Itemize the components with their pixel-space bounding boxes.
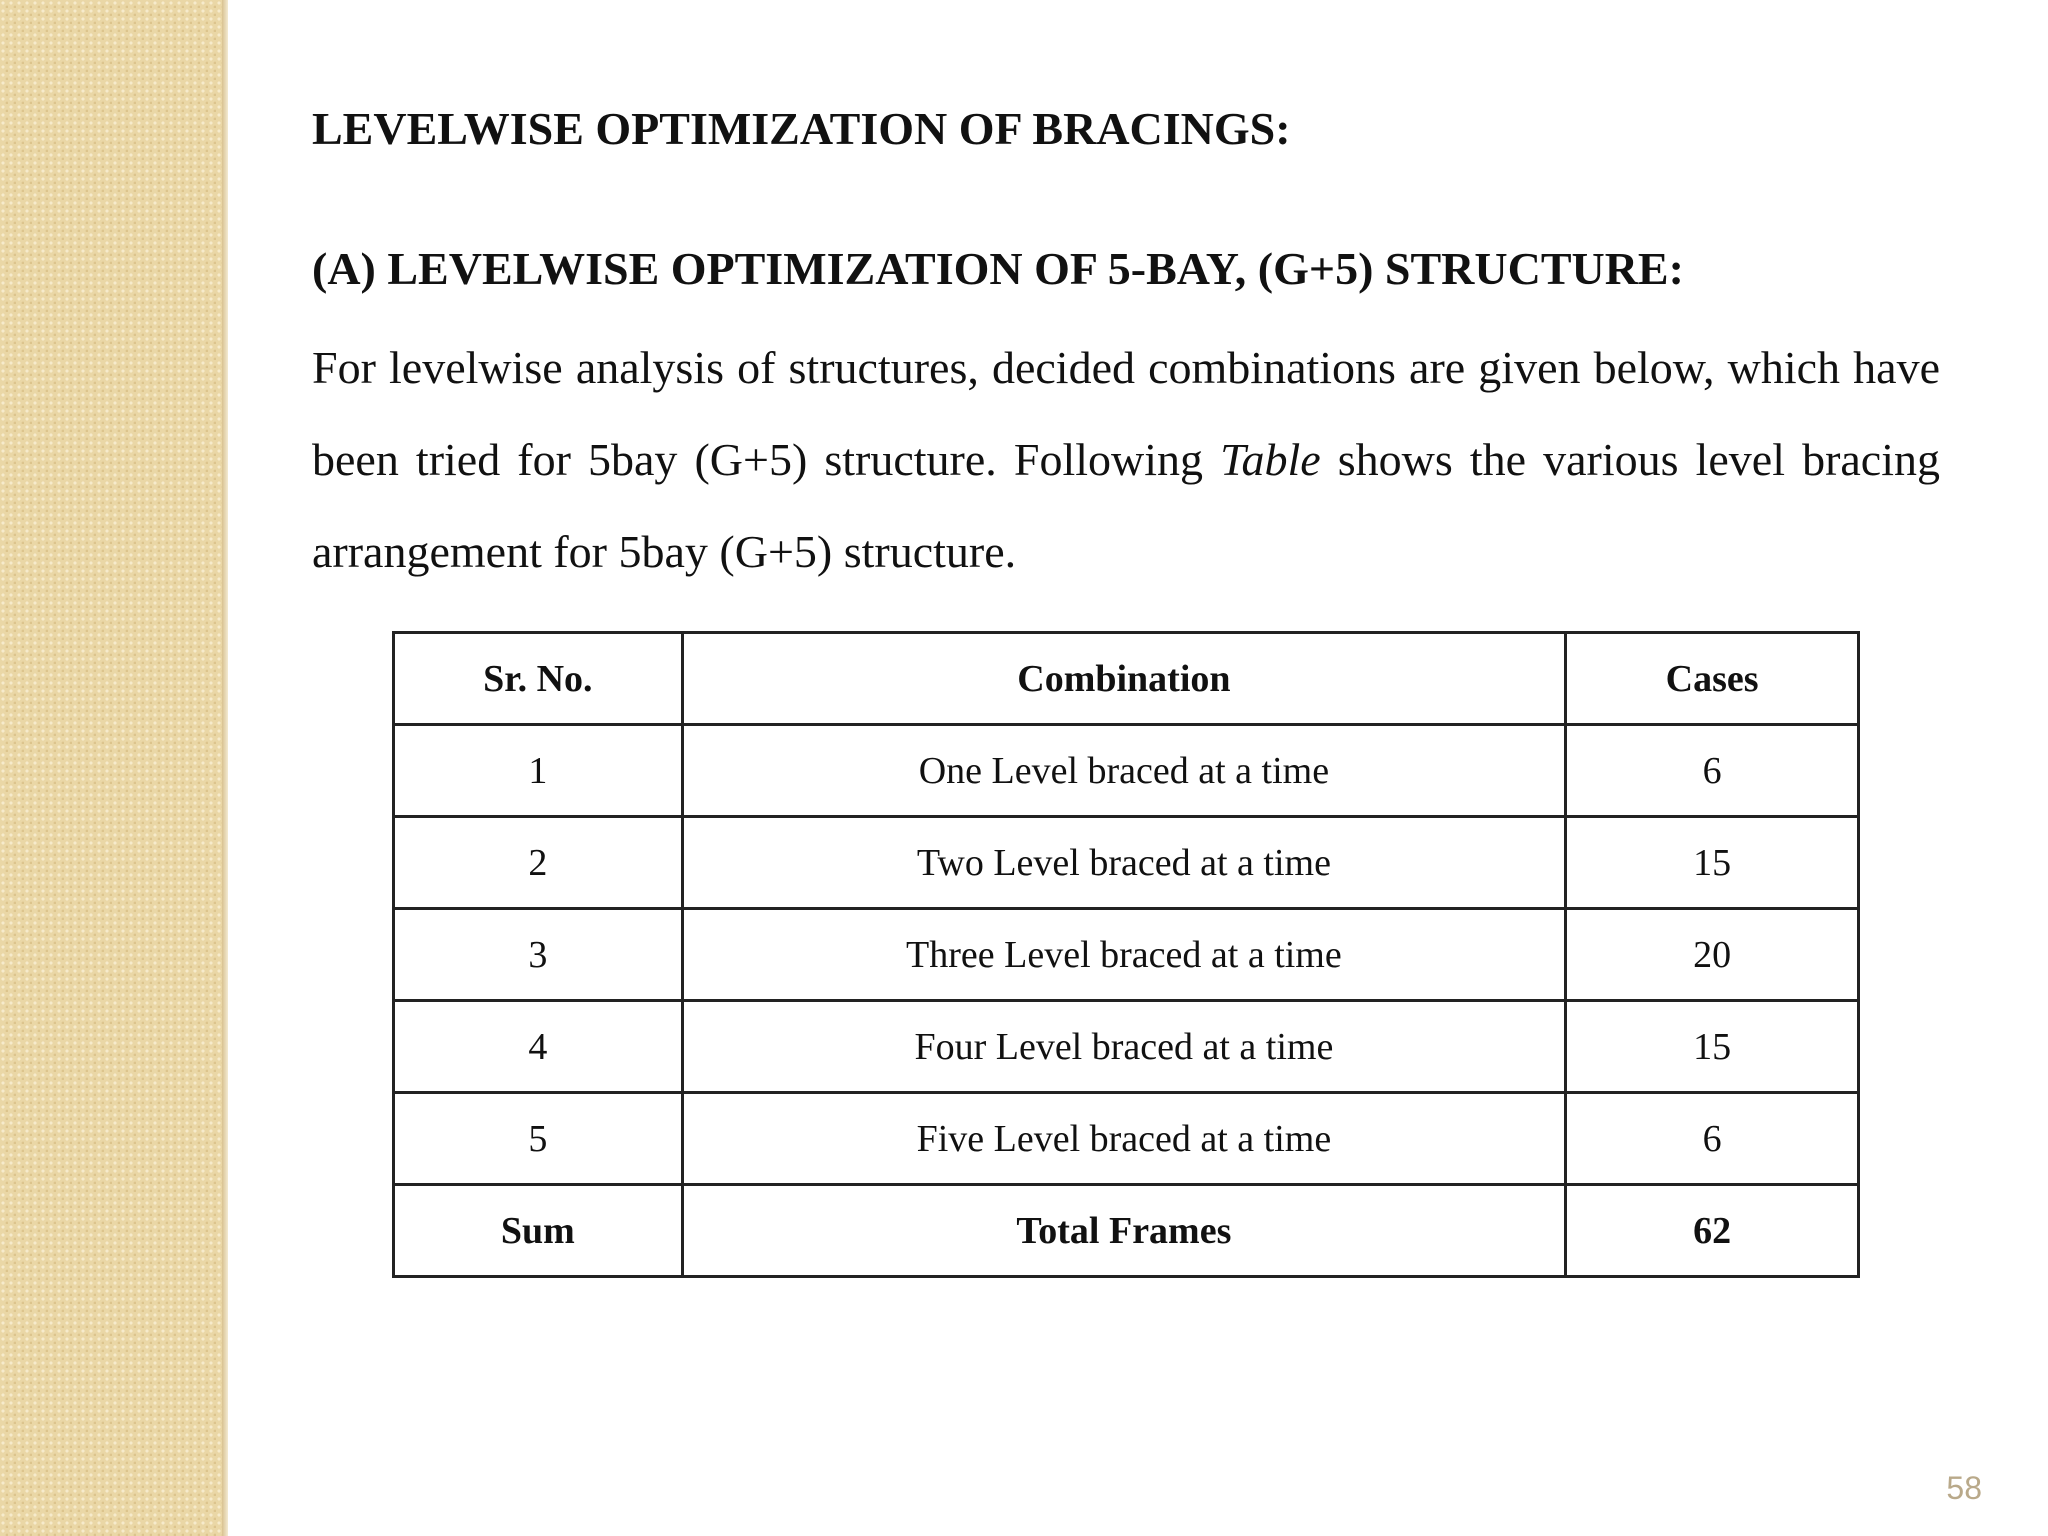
cell-total-value: 62: [1566, 1185, 1859, 1277]
page-title: LEVELWISE OPTIMIZATION OF BRACINGS:: [312, 103, 1291, 154]
table-row: [394, 817, 1859, 909]
cell-sr-no: 1: [394, 725, 683, 817]
cell-sr-no: 3: [394, 909, 683, 1001]
table-sum-row: [394, 1185, 1859, 1277]
side-band-edge: [222, 0, 228, 1536]
cell-sum-label: Sum: [394, 1185, 683, 1277]
paragraph-text-start: For levelwise analysis of structures, decided combinations are given below, which have been tried for 5bay (G+5) structure. Following: [312, 342, 1940, 485]
cell-cases: 6: [1566, 1093, 1859, 1185]
table-header-row: [394, 633, 1859, 725]
table-row: [394, 909, 1859, 1001]
cell-combination: Four Level braced at a time: [682, 1001, 1566, 1093]
table-row: [394, 1001, 1859, 1093]
bracing-combinations-table: [392, 631, 1860, 1278]
paragraph-table-reference: Table: [1220, 434, 1321, 485]
cell-combination: Three Level braced at a time: [682, 909, 1566, 1001]
cell-combination: One Level braced at a time: [682, 725, 1566, 817]
cell-combination: Two Level braced at a time: [682, 817, 1566, 909]
intro-paragraph: [312, 322, 1940, 598]
cell-combination: Five Level braced at a time: [682, 1093, 1566, 1185]
decorative-side-band: [0, 0, 226, 1536]
page-number: 58: [1946, 1470, 1982, 1506]
cell-sr-no: 2: [394, 817, 683, 909]
cell-sr-no: 4: [394, 1001, 683, 1093]
table-row: [394, 1093, 1859, 1185]
cell-sr-no: 5: [394, 1093, 683, 1185]
paragraph-text-end: shows the various level bracing arrangement for 5bay (G+5) structure.: [312, 434, 1940, 577]
table-row: [394, 725, 1859, 817]
cell-cases: 6: [1566, 725, 1859, 817]
header-combination: Combination: [682, 633, 1566, 725]
cell-cases: 15: [1566, 1001, 1859, 1093]
section-heading: (A) LEVELWISE OPTIMIZATION OF 5-BAY, (G+5) STRUCTURE:: [312, 243, 1684, 294]
header-sr-no: Sr. No.: [394, 633, 683, 725]
header-cases: Cases: [1566, 633, 1859, 725]
cell-cases: 15: [1566, 817, 1859, 909]
cell-cases: 20: [1566, 909, 1859, 1001]
cell-total-frames-label: Total Frames: [682, 1185, 1566, 1277]
